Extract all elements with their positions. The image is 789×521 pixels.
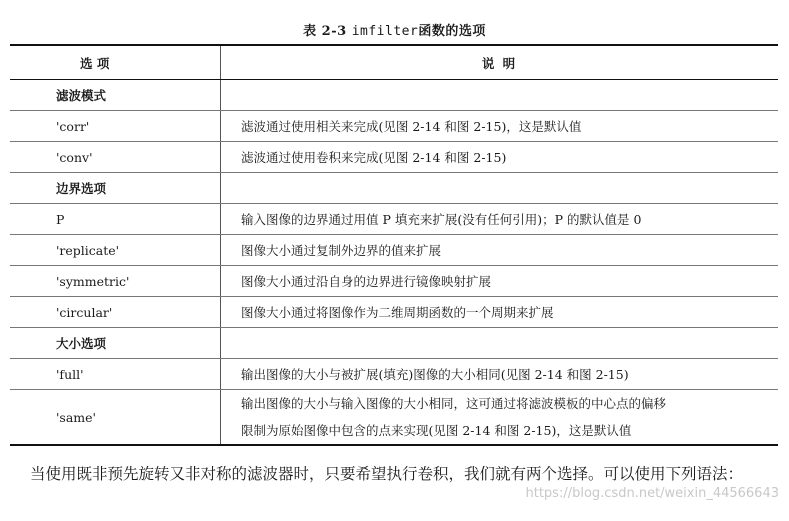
table-row (10, 204, 778, 235)
header-description: 说 明 (221, 45, 779, 80)
watermark-url: https://blog.csdn.net/weixin_44566643 (525, 486, 779, 501)
cell-description (221, 80, 779, 111)
options-table (10, 44, 778, 446)
section-label: 滤波模式 (10, 80, 221, 111)
table-row (10, 390, 778, 446)
table-row (10, 111, 778, 142)
table-row (10, 266, 778, 297)
cell-description: 图像大小通过沿自身的边界进行镜像映射扩展 (221, 266, 779, 297)
description-line-1: 输出图像的大小与输入图像的大小相同，这可通过将滤波模板的中心点的偏移 (241, 396, 667, 411)
caption-suffix: 函数的选项 (418, 24, 486, 39)
cell-description (221, 390, 779, 446)
section-label: 边界选项 (10, 173, 221, 204)
table-caption (0, 20, 789, 39)
cell-description: 滤波通过使用相关来完成(见图 2-14 和图 2-15)，这是默认值 (221, 111, 779, 142)
description-line-2: 限制为原始图像中包含的点来实现(见图 2-14 和图 2-15)，这是默认值 (241, 423, 632, 438)
cell-option: 'corr' (10, 111, 221, 142)
table-row (10, 297, 778, 328)
table-row (10, 142, 778, 173)
cell-option: 'circular' (10, 297, 221, 328)
cell-description: 图像大小通过复制外边界的值来扩展 (221, 235, 779, 266)
cell-description: 输入图像的边界通过用值 P 填充来扩展(没有任何引用)；P 的默认值是 0 (221, 204, 779, 235)
body-paragraph: 当使用既非预先旋转又非对称的滤波器时，只要希望执行卷积，我们就有两个选择。可以使用下列语法： (30, 465, 744, 483)
cell-option: 'conv' (10, 142, 221, 173)
section-label: 大小选项 (10, 328, 221, 359)
cell-description: 滤波通过使用卷积来完成(见图 2-14 和图 2-15) (221, 142, 779, 173)
cell-option: P (10, 204, 221, 235)
cell-option: 'symmetric' (10, 266, 221, 297)
caption-prefix: 表 2-3 (303, 24, 347, 39)
table-row (10, 173, 778, 204)
table-row (10, 235, 778, 266)
caption-function-name: imfilter (351, 24, 419, 39)
cell-description (221, 328, 779, 359)
table-row (10, 80, 778, 111)
table-row (10, 328, 778, 359)
cell-option: 'replicate' (10, 235, 221, 266)
cell-option: 'same' (10, 390, 221, 446)
cell-option: 'full' (10, 359, 221, 390)
table-row (10, 359, 778, 390)
cell-description: 输出图像的大小与被扩展(填充)图像的大小相同(见图 2-14 和图 2-15) (221, 359, 779, 390)
table-header-row (10, 45, 778, 80)
cell-description: 图像大小通过将图像作为二维周期函数的一个周期来扩展 (221, 297, 779, 328)
header-option: 选 项 (10, 45, 221, 80)
cell-description (221, 173, 779, 204)
